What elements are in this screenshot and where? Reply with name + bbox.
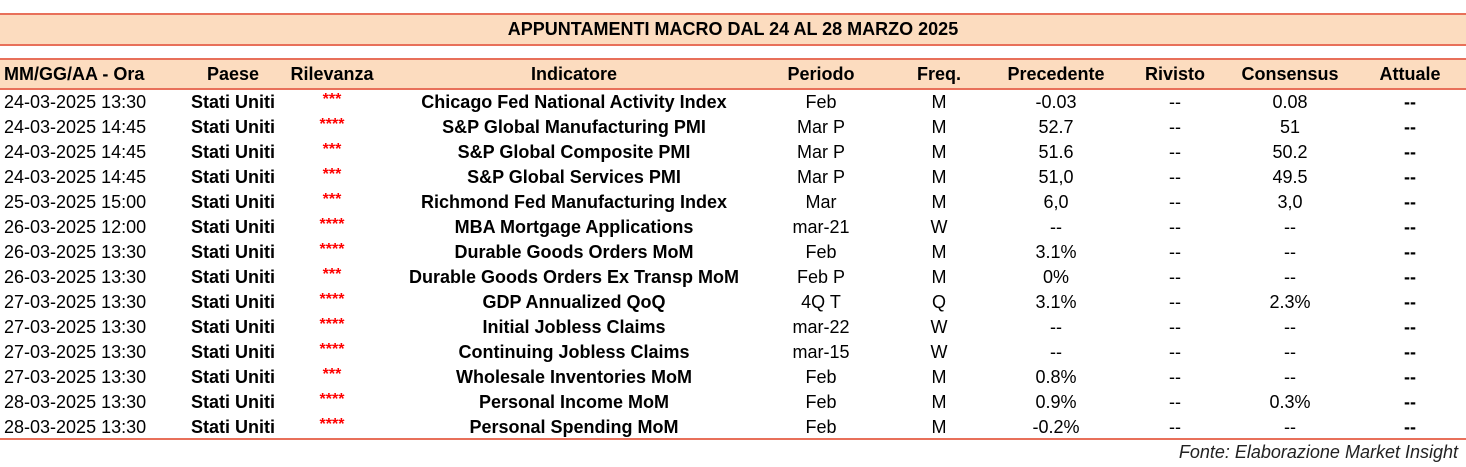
cell-consensus: -- <box>1284 217 1296 237</box>
cell-indicator: MBA Mortgage Applications <box>454 217 694 237</box>
cell-datetime: 27-03-2025 13:30 <box>4 367 147 387</box>
cell-actual: -- <box>1404 267 1416 287</box>
cell-relevance: **** <box>319 116 345 133</box>
cell-actual: -- <box>1404 417 1416 437</box>
table-row <box>0 215 1466 240</box>
cell-actual: -- <box>1404 292 1416 312</box>
cell-relevance: *** <box>322 91 342 108</box>
cell-period: Mar P <box>796 142 845 162</box>
cell-country: Stati Uniti <box>191 167 275 187</box>
cell-period: Mar <box>805 192 837 212</box>
cell-freq: M <box>931 242 947 262</box>
header-freq: Freq. <box>916 64 961 84</box>
cell-consensus: -- <box>1284 267 1296 287</box>
cell-country: Stati Uniti <box>191 242 275 262</box>
cell-revised: -- <box>1169 367 1181 387</box>
cell-previous: 3.1% <box>1035 292 1077 312</box>
cell-relevance: **** <box>319 341 345 358</box>
cell-country: Stati Uniti <box>191 317 275 337</box>
cell-indicator: Initial Jobless Claims <box>482 317 666 337</box>
cell-consensus: 51 <box>1279 117 1301 137</box>
cell-country: Stati Uniti <box>191 342 275 362</box>
cell-period: Feb P <box>796 267 846 287</box>
cell-relevance: **** <box>319 216 345 233</box>
cell-datetime: 26-03-2025 13:30 <box>4 242 147 262</box>
cell-indicator: Chicago Fed National Activity Index <box>421 92 727 112</box>
header-consensus: Consensus <box>1241 64 1339 84</box>
table-row <box>0 340 1466 365</box>
cell-indicator: Personal Spending MoM <box>469 417 679 437</box>
cell-datetime: 27-03-2025 13:30 <box>4 317 147 337</box>
header-period: Periodo <box>787 64 855 84</box>
cell-relevance: *** <box>322 191 342 208</box>
cell-country: Stati Uniti <box>191 292 275 312</box>
cell-period: Feb <box>805 367 837 387</box>
cell-revised: -- <box>1169 142 1181 162</box>
cell-period: mar-15 <box>792 342 850 362</box>
header-datetime: MM/GG/AA - Ora <box>4 64 145 84</box>
cell-consensus: -- <box>1284 342 1296 362</box>
cell-period: Mar P <box>796 117 845 137</box>
cell-indicator: GDP Annualized QoQ <box>482 292 666 312</box>
cell-revised: -- <box>1169 92 1181 112</box>
cell-datetime: 28-03-2025 13:30 <box>4 417 147 437</box>
cell-revised: -- <box>1169 192 1181 212</box>
cell-datetime: 24-03-2025 13:30 <box>4 92 147 112</box>
cell-country: Stati Uniti <box>191 267 275 287</box>
cell-freq: M <box>931 392 947 412</box>
header-previous: Precedente <box>1007 64 1105 84</box>
cell-relevance: **** <box>319 291 345 308</box>
cell-previous: -0.2% <box>1032 417 1080 437</box>
table-row <box>0 115 1466 140</box>
cell-consensus: 3,0 <box>1277 192 1303 212</box>
cell-period: Mar P <box>796 167 845 187</box>
cell-indicator: Durable Goods Orders MoM <box>454 242 694 262</box>
table-row <box>0 265 1466 290</box>
cell-indicator: S&P Global Services PMI <box>467 167 681 187</box>
cell-freq: M <box>931 92 947 112</box>
cell-previous: -- <box>1050 317 1062 337</box>
cell-previous: -- <box>1050 217 1062 237</box>
table-title: APPUNTAMENTI MACRO DAL 24 AL 28 MARZO 2025 <box>0 13 1466 46</box>
cell-consensus: -- <box>1284 417 1296 437</box>
cell-period: Feb <box>805 392 837 412</box>
cell-period: Feb <box>805 92 837 112</box>
cell-country: Stati Uniti <box>191 192 275 212</box>
cell-country: Stati Uniti <box>191 417 275 437</box>
cell-consensus: 0.3% <box>1269 392 1311 412</box>
cell-relevance: *** <box>322 166 342 183</box>
cell-revised: -- <box>1169 317 1181 337</box>
cell-relevance: **** <box>319 241 345 258</box>
cell-actual: -- <box>1404 192 1416 212</box>
cell-previous: -- <box>1050 342 1062 362</box>
cell-indicator: Personal Income MoM <box>478 392 670 412</box>
cell-relevance: **** <box>319 316 345 333</box>
table-row <box>0 190 1466 215</box>
cell-indicator: S&P Global Composite PMI <box>457 142 691 162</box>
table-row <box>0 240 1466 265</box>
cell-previous: 6,0 <box>1043 192 1069 212</box>
cell-datetime: 24-03-2025 14:45 <box>4 167 147 187</box>
cell-period: mar-21 <box>792 217 850 237</box>
cell-actual: -- <box>1404 142 1416 162</box>
cell-previous: 51,0 <box>1038 167 1074 187</box>
cell-previous: 3.1% <box>1035 242 1077 262</box>
cell-previous: 51.6 <box>1038 142 1074 162</box>
cell-country: Stati Uniti <box>191 117 275 137</box>
cell-country: Stati Uniti <box>191 367 275 387</box>
table-body <box>0 90 1466 440</box>
cell-datetime: 26-03-2025 13:30 <box>4 267 147 287</box>
cell-previous: 52.7 <box>1038 117 1074 137</box>
header-revised: Rivisto <box>1144 64 1205 84</box>
cell-revised: -- <box>1169 117 1181 137</box>
cell-consensus: 0.08 <box>1272 92 1308 112</box>
cell-actual: -- <box>1404 317 1416 337</box>
header-country: Paese <box>206 64 260 84</box>
source-note: Fonte: Elaborazione Market Insight <box>1178 442 1458 462</box>
cell-freq: M <box>931 192 947 212</box>
cell-datetime: 24-03-2025 14:45 <box>4 117 147 137</box>
cell-consensus: 49.5 <box>1272 167 1308 187</box>
cell-datetime: 28-03-2025 13:30 <box>4 392 147 412</box>
cell-country: Stati Uniti <box>191 392 275 412</box>
cell-freq: M <box>931 142 947 162</box>
cell-indicator: Wholesale Inventories MoM <box>455 367 693 387</box>
cell-actual: -- <box>1404 392 1416 412</box>
cell-freq: M <box>931 267 947 287</box>
cell-previous: 0.9% <box>1035 392 1077 412</box>
cell-relevance: **** <box>319 391 345 408</box>
cell-country: Stati Uniti <box>191 142 275 162</box>
cell-relevance: **** <box>319 416 345 433</box>
cell-revised: -- <box>1169 167 1181 187</box>
cell-actual: -- <box>1404 92 1416 112</box>
cell-datetime: 27-03-2025 13:30 <box>4 292 147 312</box>
cell-freq: W <box>930 317 948 337</box>
cell-datetime: 25-03-2025 15:00 <box>4 192 147 212</box>
table-row <box>0 365 1466 390</box>
cell-period: 4Q T <box>801 292 841 312</box>
cell-revised: -- <box>1169 392 1181 412</box>
cell-actual: -- <box>1404 117 1416 137</box>
cell-actual: -- <box>1404 367 1416 387</box>
cell-relevance: *** <box>322 366 342 383</box>
cell-actual: -- <box>1404 342 1416 362</box>
cell-revised: -- <box>1169 217 1181 237</box>
cell-period: Feb <box>805 242 837 262</box>
table-row <box>0 390 1466 415</box>
cell-datetime: 26-03-2025 12:00 <box>4 217 147 237</box>
cell-indicator: Richmond Fed Manufacturing Index <box>420 192 727 212</box>
cell-revised: -- <box>1169 342 1181 362</box>
header-actual: Attuale <box>1379 64 1441 84</box>
cell-revised: -- <box>1169 242 1181 262</box>
header-relevance: Rilevanza <box>290 64 374 84</box>
table-row <box>0 315 1466 340</box>
cell-indicator: Durable Goods Orders Ex Transp MoM <box>408 267 740 287</box>
table-row <box>0 140 1466 165</box>
cell-country: Stati Uniti <box>191 217 275 237</box>
cell-freq: Q <box>931 292 946 312</box>
cell-previous: 0.8% <box>1035 367 1077 387</box>
table-row <box>0 290 1466 315</box>
table-row <box>0 165 1466 190</box>
cell-freq: W <box>930 342 948 362</box>
cell-actual: -- <box>1404 242 1416 262</box>
cell-country: Stati Uniti <box>191 92 275 112</box>
cell-actual: -- <box>1404 217 1416 237</box>
cell-revised: -- <box>1169 292 1181 312</box>
cell-previous: 0% <box>1042 267 1069 287</box>
cell-consensus: -- <box>1284 367 1296 387</box>
cell-freq: M <box>931 167 947 187</box>
cell-relevance: *** <box>322 141 342 158</box>
footer-divider <box>0 438 1466 440</box>
cell-freq: M <box>931 117 947 137</box>
table-header <box>0 58 1466 90</box>
cell-freq: W <box>930 217 948 237</box>
cell-consensus: 2.3% <box>1269 292 1311 312</box>
cell-indicator: Continuing Jobless Claims <box>458 342 690 362</box>
cell-period: Feb <box>805 417 837 437</box>
cell-relevance: *** <box>322 266 342 283</box>
cell-consensus: 50.2 <box>1272 142 1308 162</box>
cell-datetime: 24-03-2025 14:45 <box>4 142 147 162</box>
cell-period: mar-22 <box>792 317 850 337</box>
cell-previous: -0.03 <box>1035 92 1077 112</box>
cell-freq: M <box>931 367 947 387</box>
cell-datetime: 27-03-2025 13:30 <box>4 342 147 362</box>
cell-actual: -- <box>1404 167 1416 187</box>
cell-consensus: -- <box>1284 317 1296 337</box>
cell-indicator: S&P Global Manufacturing PMI <box>442 117 706 137</box>
cell-freq: M <box>931 417 947 437</box>
table-row <box>0 415 1466 440</box>
header-indicator: Indicatore <box>530 64 618 84</box>
cell-revised: -- <box>1169 417 1181 437</box>
table-row <box>0 90 1466 115</box>
cell-revised: -- <box>1169 267 1181 287</box>
cell-consensus: -- <box>1284 242 1296 262</box>
